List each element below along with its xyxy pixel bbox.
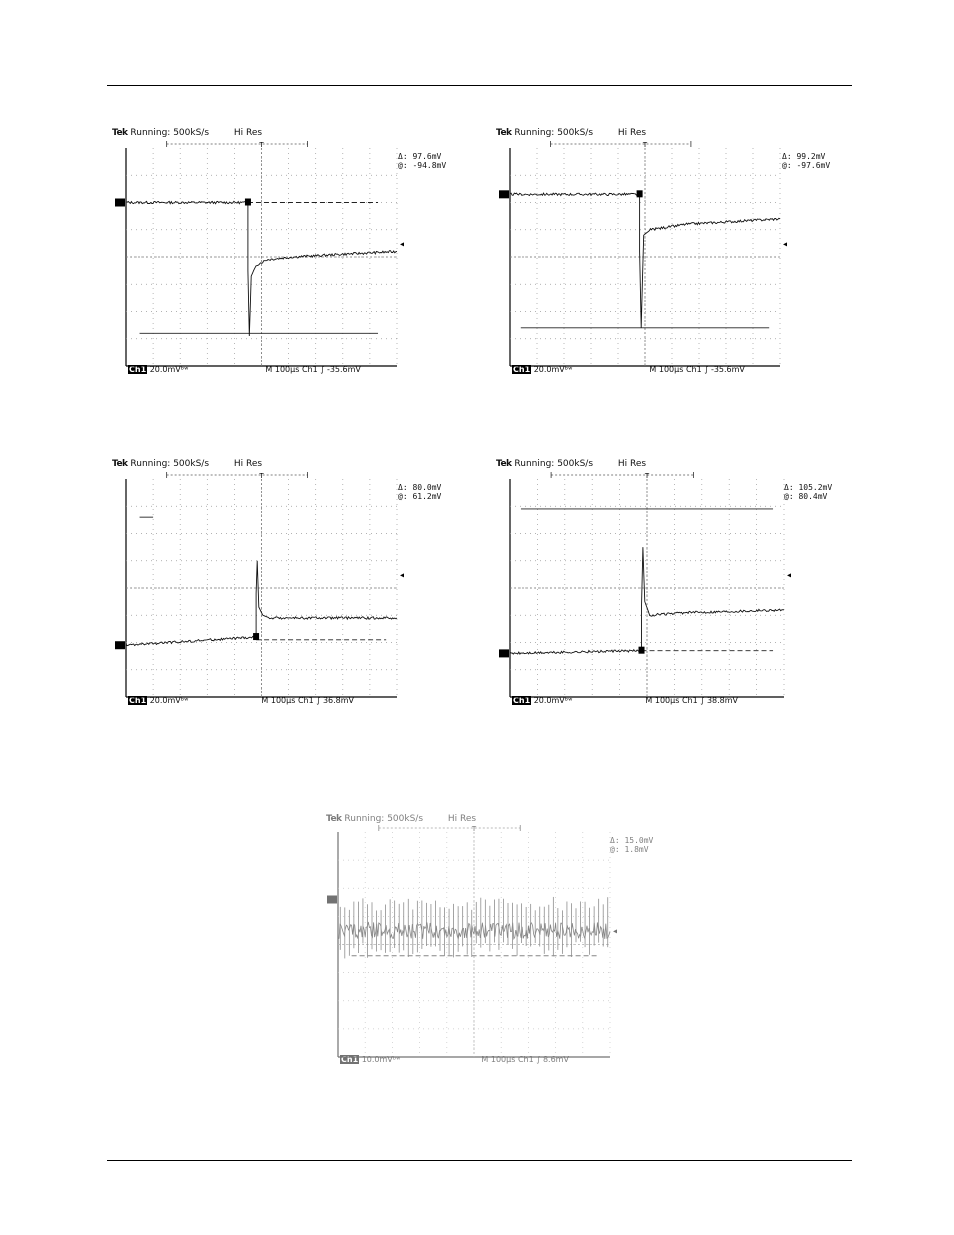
at-readout: @: 61.2mV <box>398 492 442 501</box>
bw-icon: ᵇʷ <box>564 696 573 705</box>
trigger-position-marker: T <box>471 825 477 833</box>
volts-per-div: 10.0mV <box>361 1055 393 1064</box>
bw-icon: ᵇʷ <box>180 696 189 705</box>
timebase: M 100µs <box>265 365 300 374</box>
trigger-position-marker: T <box>642 141 648 149</box>
at-readout: @: 1.8mV <box>610 845 649 854</box>
scope-screen <box>496 459 790 707</box>
channel-badge: Ch1 <box>341 1055 359 1064</box>
at-readout: @: -94.8mV <box>398 161 447 170</box>
run-status: Running: 500kS/s <box>514 459 594 469</box>
header-rule <box>107 85 852 86</box>
trigger-setting: Ch1 ∫ 36.8mV <box>297 696 355 705</box>
bw-icon: ᵇʷ <box>180 365 189 374</box>
channel-ground-marker <box>115 199 125 207</box>
acq-mode: Hi Res <box>233 128 263 138</box>
brand-label: Tek <box>496 128 512 138</box>
trigger-setting: Ch1 ∫ -35.6mV <box>301 365 361 374</box>
run-status: Running: 500kS/s <box>514 128 594 138</box>
volts-per-div: 20.0mV <box>533 365 565 374</box>
trigger-position-marker: T <box>644 472 650 480</box>
scope-screen <box>496 128 786 376</box>
brand-label: Tek <box>112 128 128 138</box>
channel-ground-marker <box>327 896 337 904</box>
trigger-position-marker: T <box>259 472 264 480</box>
bw-icon: ᵇʷ <box>392 1055 401 1064</box>
channel-badge: Ch1 <box>129 696 147 705</box>
timebase: M 100µs <box>261 696 296 705</box>
trigger-level-arrow: ◂ <box>613 926 618 936</box>
run-status: Running: 500kS/s <box>130 459 210 469</box>
scope-capture-4 <box>496 459 833 707</box>
timebase: M 100µs <box>481 1055 516 1064</box>
scope-screen <box>112 128 405 376</box>
volts-per-div: 20.0mV <box>149 365 181 374</box>
acq-mode: Hi Res <box>233 459 263 469</box>
cursor-readout <box>610 836 653 854</box>
run-status: Running: 500kS/s <box>130 128 210 138</box>
channel-ground-marker <box>499 649 509 657</box>
scope-screen <box>326 814 618 1068</box>
trigger-point-marker <box>245 199 251 206</box>
delta-readout: Δ: 15.0mV <box>610 836 654 845</box>
run-status: Running: 500kS/s <box>344 814 424 824</box>
volts-per-div: 20.0mV <box>149 696 181 705</box>
acq-mode: Hi Res <box>447 814 477 824</box>
volts-per-div: 20.0mV <box>533 696 565 705</box>
footer-rule <box>107 1160 852 1161</box>
trigger-level-arrow: ◂ <box>400 239 405 249</box>
timebase: M 100µs <box>645 696 680 705</box>
trigger-setting: Ch1 ∫ -35.6mV <box>685 365 745 374</box>
trigger-setting: Ch1 ∫ 38.8mV <box>681 696 739 705</box>
delta-readout: Δ: 99.2mV <box>782 152 826 161</box>
brand-label: Tek <box>326 814 342 824</box>
trigger-point-marker <box>637 190 643 197</box>
trigger-setting: Ch1 ∫ 8.6mV <box>517 1055 569 1064</box>
at-readout: @: -97.6mV <box>782 161 831 170</box>
cursor-readout <box>782 152 830 170</box>
cursor-readout <box>398 483 441 501</box>
trigger-level-arrow: ◂ <box>787 570 792 580</box>
trigger-level-arrow: ◂ <box>400 570 405 580</box>
bw-icon: ᵇʷ <box>564 365 573 374</box>
delta-readout: Δ: 97.6mV <box>398 152 442 161</box>
acq-mode: Hi Res <box>617 459 647 469</box>
trigger-point-marker <box>253 633 259 640</box>
delta-readout: Δ: 105.2mV <box>784 483 833 492</box>
scope-capture-3 <box>112 459 442 707</box>
cursor-readout <box>784 483 832 501</box>
trigger-position-marker: T <box>259 141 264 149</box>
scope-capture-5 <box>326 814 654 1068</box>
channel-badge: Ch1 <box>129 365 147 374</box>
channel-badge: Ch1 <box>513 696 531 705</box>
brand-label: Tek <box>112 459 128 469</box>
scope-screen <box>112 459 405 707</box>
channel-ground-marker <box>115 641 125 649</box>
channel-badge: Ch1 <box>513 365 531 374</box>
cursor-readout <box>398 152 446 170</box>
brand-label: Tek <box>496 459 512 469</box>
acq-mode: Hi Res <box>617 128 647 138</box>
at-readout: @: 80.4mV <box>784 492 828 501</box>
trigger-level-arrow: ◂ <box>783 239 788 249</box>
trigger-point-marker <box>639 647 645 654</box>
timebase: M 100µs <box>649 365 684 374</box>
scope-capture-1 <box>112 128 447 376</box>
delta-readout: Δ: 80.0mV <box>398 483 442 492</box>
channel-ground-marker <box>499 190 509 198</box>
scope-capture-2 <box>496 128 831 376</box>
